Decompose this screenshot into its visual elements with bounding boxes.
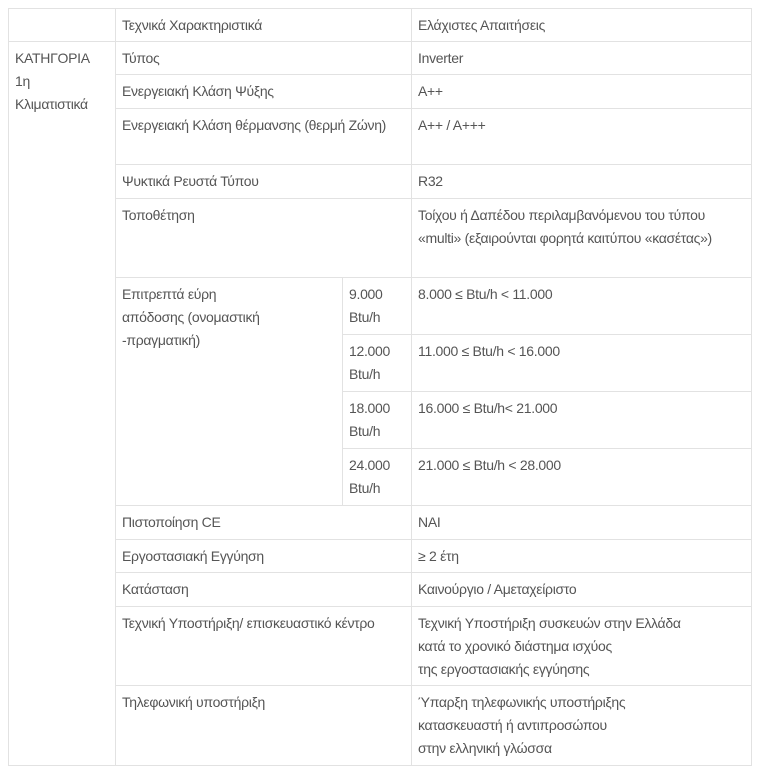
- table-row: [9, 42, 752, 75]
- feature-cell: [116, 109, 412, 165]
- range-cell: [412, 392, 752, 449]
- nominal-capacity-cell-text: 18.000: [349, 400, 391, 416]
- requirement-cell-text: Καινούργιο / Αμεταχείριστο: [418, 581, 577, 597]
- table-row: [9, 607, 752, 686]
- requirement-cell: [412, 573, 752, 607]
- nominal-capacity-cell-text: Btu/h: [349, 480, 381, 496]
- requirement-cell: [412, 75, 752, 109]
- header-row: [9, 9, 752, 42]
- feature-cell-text: Ενεργειακή Κλάση Ψύξης: [122, 83, 274, 99]
- feature-cell: [116, 573, 412, 607]
- feature-cell-text: Τεχνική Υποστήριξη/ επισκευαστικό κέντρο: [122, 615, 375, 631]
- feature-cell-text: Εργοστασιακή Εγγύηση: [122, 548, 264, 564]
- requirement-cell-text: ≥ 2 έτη: [418, 548, 459, 564]
- specifications-table: [8, 8, 752, 766]
- table-row: [9, 199, 752, 278]
- table-row: [9, 506, 752, 540]
- table-row: [9, 75, 752, 109]
- requirement-cell: [412, 506, 752, 540]
- category-cell: [9, 42, 116, 766]
- requirement-cell-text: της εργοστασιακής εγγύησης: [418, 661, 590, 677]
- header-empty-cell: [9, 9, 116, 42]
- range-cell: [412, 278, 752, 335]
- requirement-cell-text: Τοίχου ή Δαπέδου περιλαμβανόμενου του τύπου «multi» (εξαιρούνται φορητά καιτύπου «κασέτας»): [418, 207, 712, 246]
- range-row: [9, 278, 752, 335]
- category-cell-text: ΚΑΤΗΓΟΡΙΑ: [15, 50, 90, 66]
- range-cell-text: 16.000 ≤ Btu/h< 21.000: [418, 400, 558, 416]
- requirement-cell: [412, 607, 752, 686]
- nominal-capacity-cell-text: Btu/h: [349, 423, 381, 439]
- feature-cell: [116, 75, 412, 109]
- nominal-capacity-cell-text: 12.000: [349, 343, 391, 359]
- category-cell-text: 1η: [15, 73, 30, 89]
- requirement-cell-text: κατασκευαστή ή αντιπροσώπου: [418, 717, 607, 733]
- nominal-capacity-cell-text: Btu/h: [349, 309, 381, 325]
- nominal-capacity-cell-text: Btu/h: [349, 366, 381, 382]
- requirement-cell: [412, 42, 752, 75]
- nominal-capacity-cell: [343, 392, 412, 449]
- requirement-cell-text: A++ / A+++: [418, 117, 486, 133]
- table-row: [9, 165, 752, 199]
- feature-cell-text: Ενεργειακή Κλάση θέρμανσης (θερμή Ζώνη): [122, 117, 387, 133]
- nominal-capacity-cell: [343, 449, 412, 506]
- feature-cell: [116, 199, 412, 278]
- feature-cell-text: Κατάσταση: [122, 581, 189, 597]
- requirement-cell-text: Ύπαρξη τηλεφωνικής υποστήριξης: [418, 694, 626, 710]
- requirement-cell: [412, 686, 752, 766]
- requirement-cell-text: Inverter: [418, 50, 464, 66]
- feature-cell: [116, 42, 412, 75]
- table-row: [9, 573, 752, 607]
- feature-cell: [116, 506, 412, 540]
- feature-cell-text: απόδοσης (ονομαστική: [122, 309, 260, 325]
- requirement-cell: [412, 540, 752, 573]
- feature-cell: [116, 686, 412, 766]
- requirement-cell-text: ΝΑΙ: [418, 514, 441, 530]
- requirement-cell-text: στην ελληνική γλώσσα: [418, 740, 552, 756]
- table-row: [9, 540, 752, 573]
- range-cell: [412, 449, 752, 506]
- feature-cell: [116, 540, 412, 573]
- feature-cell-text: Τοποθέτηση: [122, 207, 195, 223]
- requirement-cell-text: κατά το χρονικό διάστημα ισχύος: [418, 638, 612, 654]
- feature-cell: [116, 607, 412, 686]
- requirement-cell: [412, 109, 752, 165]
- range-cell: [412, 335, 752, 392]
- requirement-cell: [412, 165, 752, 199]
- header-features: Τεχνικά Χαρακτηριστικά: [116, 9, 412, 42]
- nominal-capacity-cell: [343, 278, 412, 335]
- requirement-cell-text: R32: [418, 173, 443, 189]
- feature-cell: [116, 165, 412, 199]
- feature-cell-text: Τηλεφωνική υποστήριξη: [122, 694, 266, 710]
- range-cell-text: 21.000 ≤ Btu/h < 28.000: [418, 457, 561, 473]
- feature-cell-text: Ψυκτικά Ρευστά Τύπου: [122, 173, 259, 189]
- header-requirements: Ελάχιστες Απαιτήσεις: [412, 9, 752, 42]
- nominal-capacity-cell-text: 9.000: [349, 286, 383, 302]
- table-row: [9, 109, 752, 165]
- feature-cell-text: -πραγματική): [122, 332, 201, 348]
- requirement-cell-text: Τεχνική Υποστήριξη συσκευών στην Ελλάδα: [418, 615, 681, 631]
- requirement-cell-text: A++: [418, 83, 443, 99]
- range-cell-text: 11.000 ≤ Btu/h < 16.000: [418, 343, 560, 359]
- category-cell-text: Κλιματιστικά: [15, 96, 88, 112]
- feature-cell-text: Πιστοποίηση CE: [122, 514, 221, 530]
- nominal-capacity-cell: [343, 335, 412, 392]
- range-cell-text: 8.000 ≤ Btu/h < 11.000: [418, 286, 553, 302]
- feature-cell-text: Τύπος: [122, 50, 160, 66]
- feature-cell: [116, 278, 343, 506]
- requirement-cell: [412, 199, 752, 278]
- nominal-capacity-cell-text: 24.000: [349, 457, 391, 473]
- table-row: [9, 686, 752, 766]
- feature-cell-text: Επιτρεπτά εύρη: [122, 286, 217, 302]
